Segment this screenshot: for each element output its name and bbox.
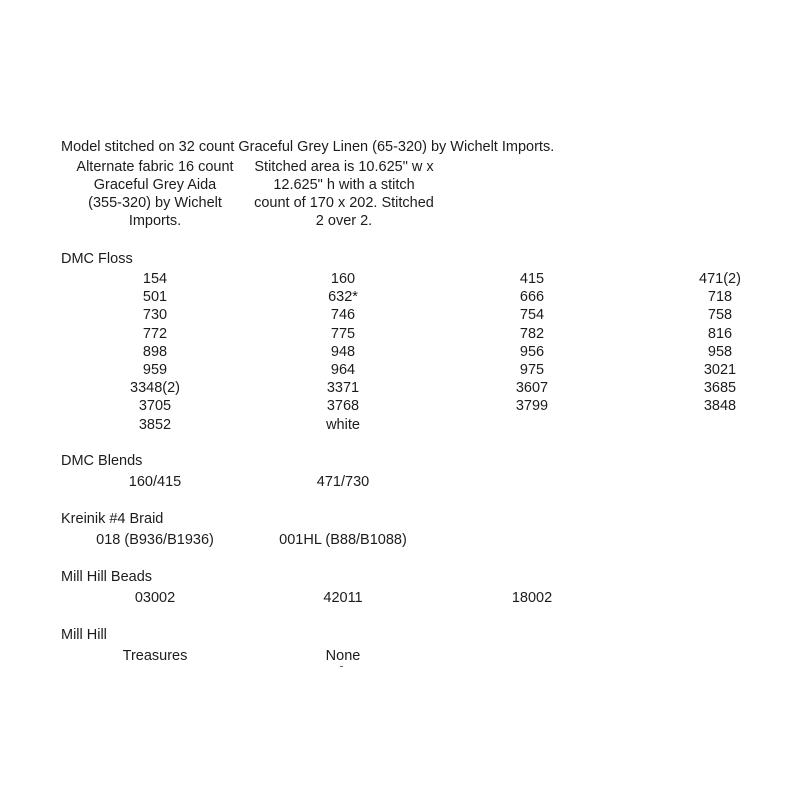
mill-hill-treasure-item: Treasures (122, 648, 188, 664)
stitched-area-line: 12.625" h with a stitch (273, 177, 415, 193)
dmc-floss-number: 730 (142, 307, 168, 323)
dmc-floss-number: 471(2) (699, 271, 741, 287)
stitched-area-line: 2 over 2. (315, 213, 373, 229)
alternate-fabric-line: Alternate fabric 16 count (76, 159, 234, 175)
dmc-floss-number: 3799 (515, 398, 549, 414)
dmc-blends-heading: DMC Blends (61, 453, 143, 469)
dmc-floss-number: 758 (707, 307, 733, 323)
dmc-floss-number: 754 (519, 307, 545, 323)
alternate-fabric-line: Graceful Grey Aida (93, 177, 217, 193)
stitched-area-line: count of 170 x 202. Stitched (254, 195, 434, 211)
dmc-floss-number: 3768 (326, 398, 360, 414)
dmc-floss-number: 958 (707, 344, 733, 360)
stitched-area-note (244, 158, 444, 230)
dmc-floss-number: 898 (142, 344, 168, 360)
dmc-floss-number: 501 (142, 289, 168, 305)
kreinik-braid-item: 018 (B936/B1936) (96, 532, 214, 548)
dmc-floss-number: 3348(2) (130, 380, 180, 396)
mill-hill-bead-item: 42011 (323, 590, 363, 606)
dmc-floss-number: 3021 (703, 362, 737, 378)
dmc-floss-number: 3685 (703, 380, 737, 396)
mill-hill-bead-item: 18002 (511, 590, 553, 606)
mill-hill-heading: Mill Hill (61, 627, 107, 643)
dmc-floss-number: 956 (519, 344, 545, 360)
kreinik-heading: Kreinik #4 Braid (61, 511, 164, 527)
dmc-blend-item: 160/415 (128, 474, 182, 490)
dmc-floss-number: 632* (328, 289, 358, 305)
dmc-floss-number: 959 (142, 362, 168, 378)
dmc-floss-number: 775 (330, 326, 356, 342)
dmc-floss-number: 3705 (138, 398, 172, 414)
dmc-floss-number: 975 (519, 362, 545, 378)
dmc-floss-number: 964 (330, 362, 356, 378)
stitched-area-line: Stitched area is 10.625" w x (254, 159, 434, 175)
model-fabric-note: Model stitched on 32 count Graceful Grey Linen (65-320) by Wichelt Imports. (61, 139, 555, 155)
dmc-floss-number: 415 (519, 271, 545, 287)
dmc-floss-number: 666 (519, 289, 545, 305)
dmc-floss-number: 3848 (703, 398, 737, 414)
dmc-floss-number: 160 (330, 271, 356, 287)
dmc-floss-number: 3607 (515, 380, 549, 396)
kreinik-braid-item: 001HL (B88/B1088) (279, 532, 407, 548)
alternate-fabric-note (62, 158, 248, 230)
dmc-floss-number: 772 (142, 326, 168, 342)
stray-mark (340, 666, 343, 667)
mill-hill-treasure-item: None (325, 648, 361, 664)
dmc-floss-number: 948 (330, 344, 356, 360)
dmc-floss-number: 718 (707, 289, 733, 305)
alternate-fabric-line: Imports. (128, 213, 182, 229)
dmc-floss-heading: DMC Floss (61, 251, 133, 267)
dmc-floss-number: 154 (142, 271, 168, 287)
dmc-floss-number: 3371 (326, 380, 360, 396)
mill-hill-bead-item: 03002 (134, 590, 176, 606)
dmc-floss-number: 3852 (138, 417, 172, 433)
dmc-floss-number: white (326, 417, 360, 433)
mill-hill-beads-heading: Mill Hill Beads (61, 569, 153, 585)
dmc-blend-item: 471/730 (316, 474, 370, 490)
dmc-floss-number: 782 (519, 326, 545, 342)
dmc-floss-number: 746 (330, 307, 356, 323)
alternate-fabric-line: (355-320) by Wichelt (88, 195, 222, 211)
dmc-floss-number: 816 (707, 326, 733, 342)
